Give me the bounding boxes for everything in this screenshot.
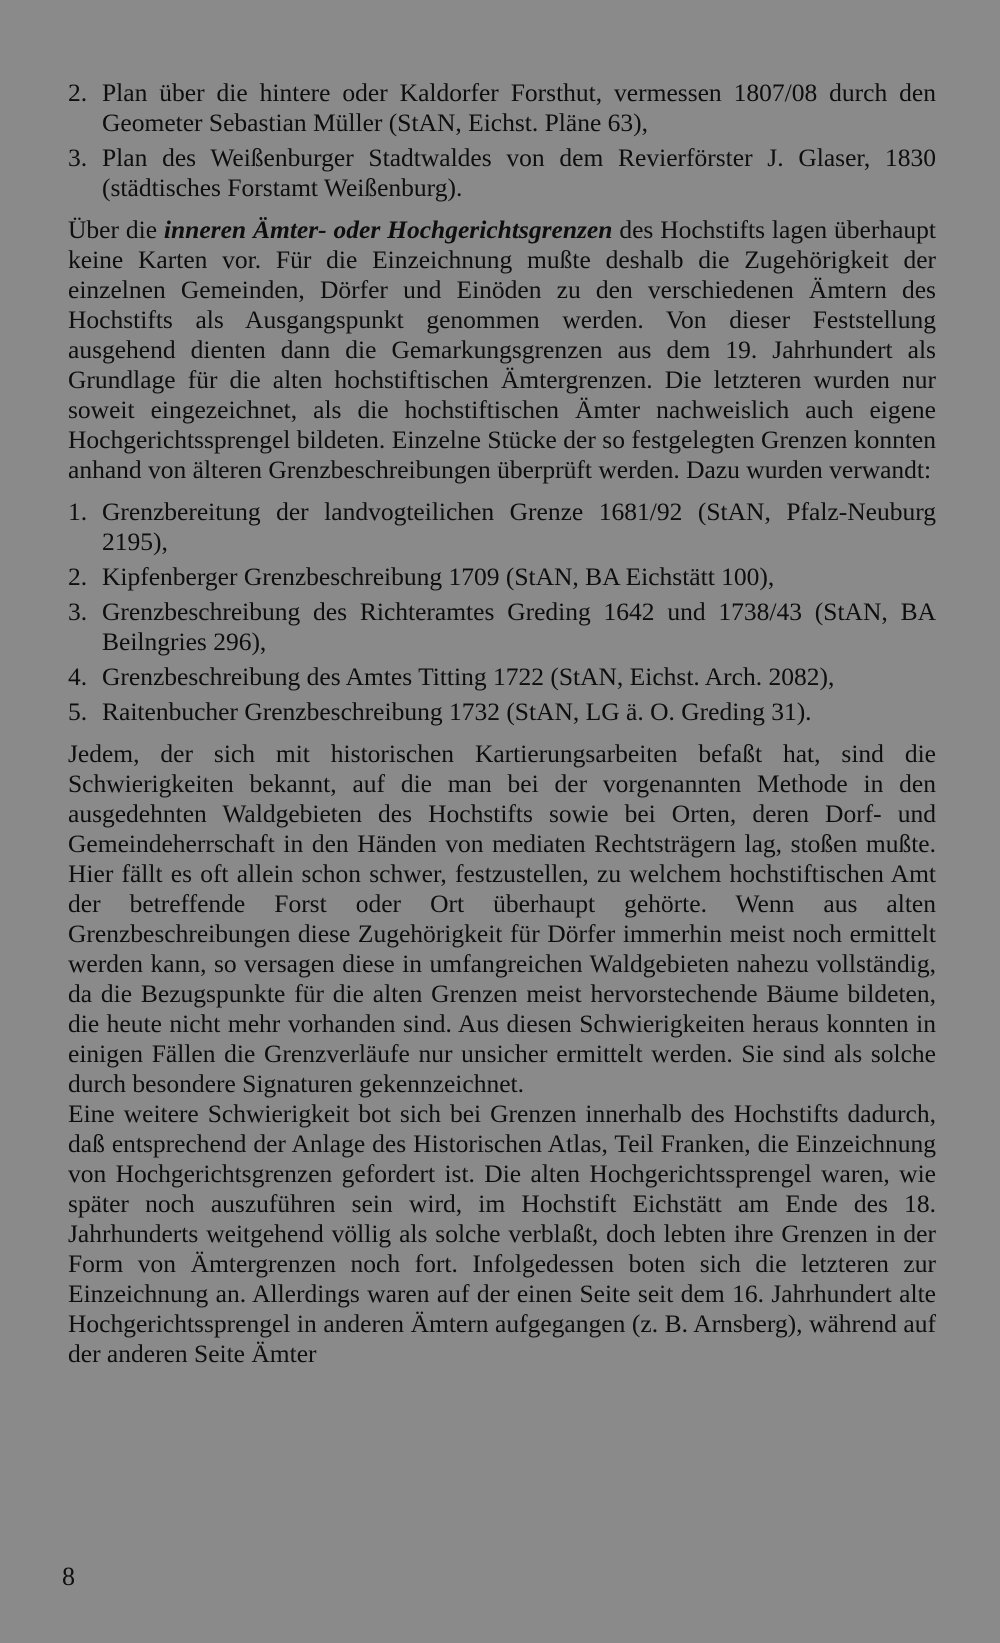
list-number: 3. <box>68 143 88 172</box>
page-number: 8 <box>62 1562 75 1591</box>
list-item <box>68 562 936 592</box>
list-number: 2. <box>68 78 88 107</box>
list-text: Kipfenberger Grenzbeschreibung 1709 (StAN, BA Eichstätt 100), <box>102 562 775 591</box>
list-number: 4. <box>68 662 88 691</box>
list-number: 3. <box>68 597 88 626</box>
list-item <box>68 662 936 692</box>
list-maps <box>68 78 936 203</box>
list-item <box>68 697 936 727</box>
list-number: 5. <box>68 697 88 726</box>
list-item <box>68 143 936 203</box>
list-text: Grenzbereitung der landvogteilichen Grenze 1681/92 (StAN, Pfalz-Neuburg 2195), <box>102 497 936 556</box>
list-item <box>68 597 936 657</box>
list-text: Raitenbucher Grenzbeschreibung 1732 (StAN, LG ä. O. Greding 31). <box>102 697 812 726</box>
text-column <box>68 78 936 1369</box>
list-text: Plan über die hintere oder Kaldorfer Forsthut, vermessen 1807/08 durch den Geometer Sebastian Müller (StAN, Eichst. Pläne 63), <box>102 78 936 137</box>
list-text: Grenzbeschreibung des Amtes Titting 1722 (StAN, Eichst. Arch. 2082), <box>102 662 835 691</box>
list-number: 2. <box>68 562 88 591</box>
list-text: Plan des Weißenburger Stadtwaldes von dem Revierförster J. Glaser, 1830 (städtisches Forstamt Weißenburg). <box>102 143 936 202</box>
paragraph-lead: Über die <box>68 215 164 244</box>
list-text: Grenzbeschreibung des Richteramtes Greding 1642 und 1738/43 (StAN, BA Beilngries 296), <box>102 597 936 656</box>
paragraph-inner-boundaries <box>68 215 936 485</box>
list-item <box>68 497 936 557</box>
list-boundary-descriptions <box>68 497 936 727</box>
emphasis-term: inneren Ämter- oder Hochgerichtsgrenzen <box>163 215 613 244</box>
paragraph-further-difficulty: Eine weitere Schwierigkeit bot sich bei Grenzen innerhalb des Hochstifts dadurch, daß entsprechend der Anlage des Historischen Atlas, Teil Franken, die Einzeichnung von Hochgerichtsgrenzen gefordert ist. Die alten Hochgerichtssprengel waren, wie später noch auszuführen sein wird, im Hochstift Eichstätt am Ende des 18. Jahrhunderts weitgehend völlig als solche verblaßt, doch lebten ihre Grenzen in der Form von Ämtergrenzen noch fort. Infolgedessen boten sich die letzteren zur Einzeichnung an. Allerdings waren auf der einen Seite seit dem 16. Jahrhundert alte Hochgerichtssprengel in anderen Ämtern aufgegangen (z. B. Arnsberg), während auf der anderen Seite Ämter <box>68 1099 936 1368</box>
list-item <box>68 78 936 138</box>
paragraph-rest: des Hochstifts lagen überhaupt keine Karten vor. Für die Einzeichnung mußte deshalb die Zugehörigkeit der einzelnen Gemeinden, Dörfer und Einöden zu den verschiedenen Ämtern des Hochstifts als Ausgangspunkt genommen werden. Von dieser Feststellung ausgehend dienten dann die Gemarkungsgrenzen aus dem 19. Jahrhundert als Grundlage für die alten hochstiftischen Ämtergrenzen. Die letzteren wurden nur soweit eingezeichnet, als die hochstiftischen Ämter nachweislich auch eigene Hochgerichtssprengel bildeten. Einzelne Stücke der so festgelegten Grenzen konnten anhand von älteren Grenzbeschreibungen überprüft werden. Dazu wurden verwandt: <box>68 215 936 484</box>
paragraph-difficulties: Jedem, der sich mit historischen Kartierungsarbeiten befaßt hat, sind die Schwierigkeiten bekannt, auf die man bei der vorgenannten Methode in den ausgedehnten Waldgebieten des Hochstifts sowie bei Orten, deren Dorf- und Gemeindeherrschaft in den Händen von mediaten Rechtsträgern lag, stoßen mußte. Hier fällt es oft allein schon schwer, festzustellen, zu welchem hochstiftischen Amt der betreffende Forst oder Ort überhaupt gehörte. Wenn aus alten Grenzbeschreibungen diese Zugehörigkeit für Dörfer immerhin meist noch ermittelt werden kann, so versagen diese in umfangreichen Waldgebieten nahezu vollständig, da die Bezugspunkte für die alten Grenzen meist hervorstechende Bäume bildeten, die heute nicht mehr vorhanden sind. Aus diesen Schwierigkeiten heraus konnten in einigen Fällen die Grenzverläufe nur unsicher ermittelt werden. Sie sind als solche durch besondere Signaturen gekennzeichnet. <box>68 739 936 1098</box>
list-number: 1. <box>68 497 88 526</box>
